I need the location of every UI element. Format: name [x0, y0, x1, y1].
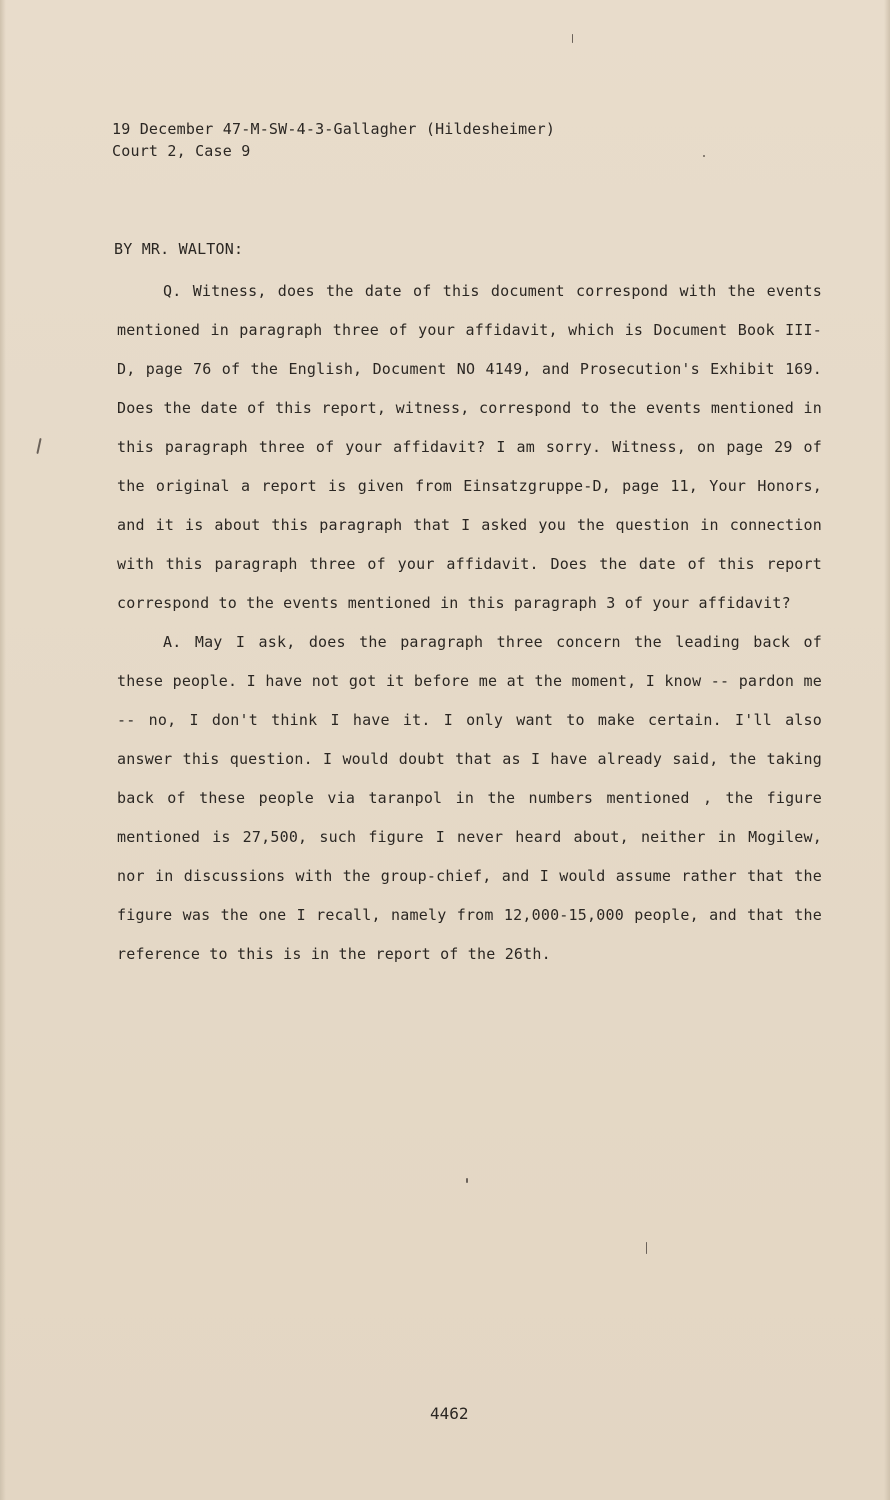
transcript-body: [117, 272, 822, 974]
paper-speck: [646, 1242, 647, 1254]
paper-speck: [466, 1178, 468, 1183]
question-paragraph: Q. Witness, does the date of this document correspond with the events mentioned in paragraph three of your affidavit, which is Document Book III-D, page 76 of the English, Document NO 4149, and Prosecution's Exhibit 169. Does the date of this report, witness, correspond to the events mentioned in this paragraph three of your affidavit? I am sorry. Witness, on page 29 of the original a report is given from Einsatzgruppe-D, page 11, Your Honors, and it is about this paragraph that I asked you the question in connection with this paragraph three of your affidavit. Does the date of this report correspond to the events mentioned in this paragraph 3 of your affidavit?: [117, 282, 822, 612]
page-number: 4462: [430, 1404, 469, 1423]
paper-speck: [703, 155, 705, 157]
paper-speck: [36, 438, 41, 454]
page-edge-left: [0, 0, 6, 1500]
header-session-line: 19 December 47-M-SW-4-3-Gallagher (Hildesheimer): [112, 120, 556, 138]
header-court-line: Court 2, Case 9: [112, 142, 251, 160]
paper-speck: [572, 34, 573, 43]
answer-paragraph: A. May I ask, does the paragraph three concern the leading back of these people. I have not got it before me at the moment, I know -- pardon me -- no, I don't think I have it. I only want to make certain. I'll also answer this question. I would doubt that as I have already said, the taking back of these people via taranpol in the numbers mentioned , the figure mentioned is 27,500, such figure I never heard about, neither in Mogilew, nor in discussions with the group-chief, and I would assume rather that the figure was the one I recall, namely from 12,000-15,000 people, and that the reference to this is in the report of the 26th.: [117, 633, 822, 963]
speaker-label: BY MR. WALTON:: [114, 240, 244, 258]
document-header: [112, 118, 555, 162]
page-edge-right: [884, 0, 890, 1500]
